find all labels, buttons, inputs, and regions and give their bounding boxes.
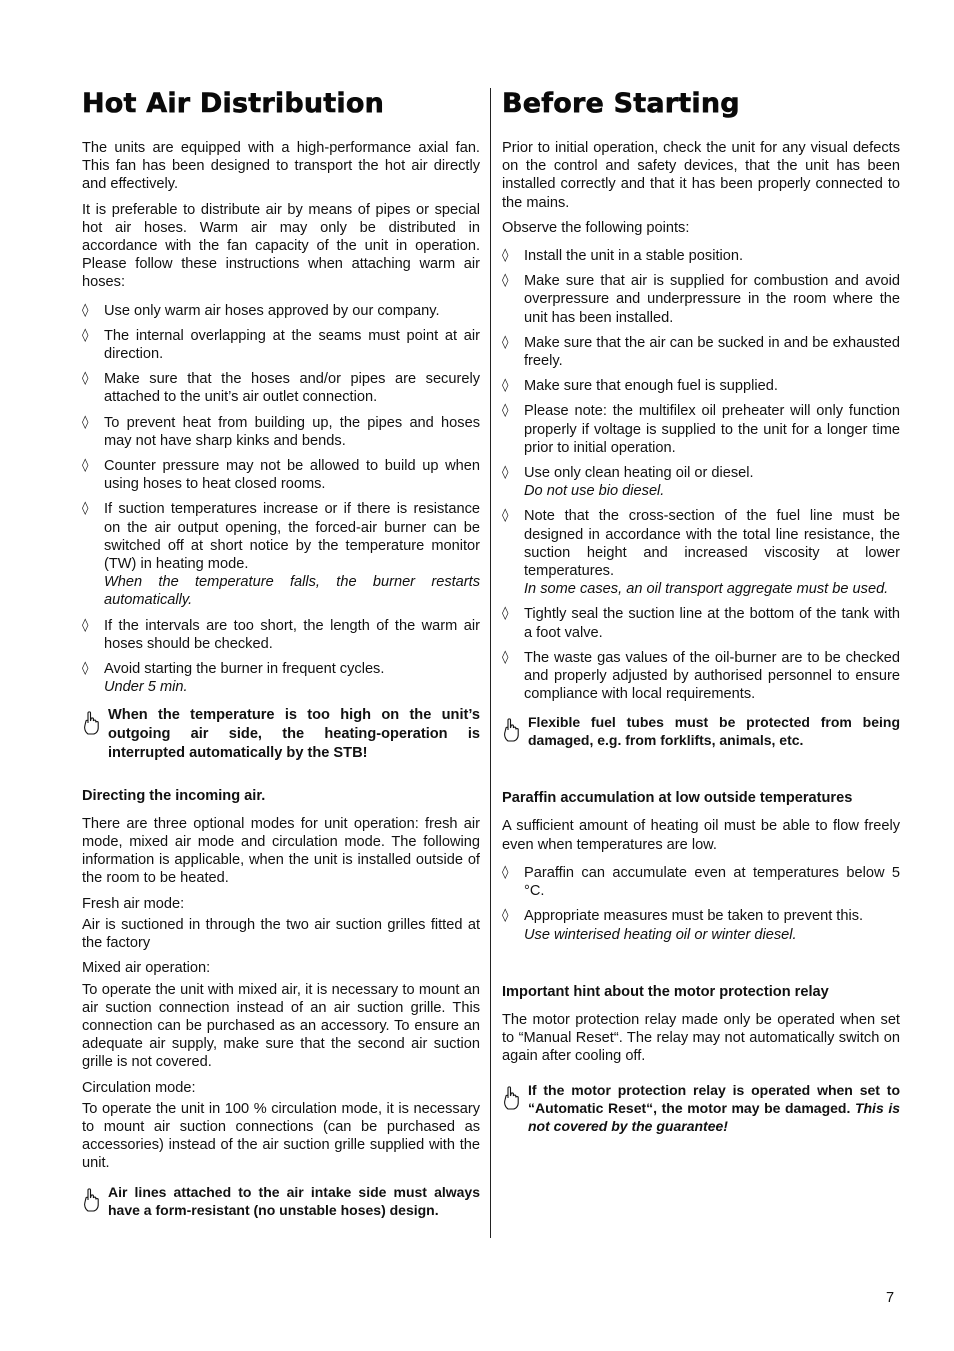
diamond-bullet-icon: ◊ <box>82 661 89 677</box>
list-item: ◊ Note that the cross-section of the fuel line must be designed in accordance with the total line resistance, the suction height and increased viscosity at lower temperatures. In some cases, an oil transport aggregate must be used. <box>502 508 900 598</box>
diamond-bullet-icon: ◊ <box>502 649 509 665</box>
list-item: ◊ Avoid starting the burner in frequent cycles. Under 5 min. <box>82 660 480 696</box>
warning-text: Air lines attached to the air intake side must always have a form-resistant (no unstable hoses) design. <box>108 1183 480 1218</box>
item-note: When the temperature falls, the burner restarts automatically. <box>104 574 480 609</box>
subheading-relay: Important hint about the motor protection relay <box>502 983 829 1000</box>
list-item: ◊ Tightly seal the suction line at the bottom of the tank with a foot valve. <box>502 606 900 641</box>
diamond-bullet-icon: ◊ <box>502 403 509 419</box>
pointing-hand-icon <box>82 710 104 736</box>
diamond-bullet-icon: ◊ <box>502 378 509 394</box>
list-item: ◊ Please note: the multifilex oil preheater will only function properly if voltage is supplied to the unit for a longer time prior to initial operation. <box>502 403 900 456</box>
mode-text: To operate the unit in 100 % circulation mode, it is necessary to mount air suction connections (can be purchased as accessories) instead of the air suction grille supplied with the unit. <box>82 1100 480 1172</box>
mode-label: Fresh air mode: <box>82 895 185 912</box>
diamond-bullet-icon: ◊ <box>502 508 509 524</box>
diamond-bullet-icon: ◊ <box>82 501 89 517</box>
list-item: ◊ Paraffin can accumulate even at temperatures below 5 °C. <box>502 864 900 900</box>
warning-note <box>502 713 900 749</box>
diamond-bullet-icon: ◊ <box>82 617 89 633</box>
list-item: ◊ Use only clean heating oil or diesel. Do not use bio diesel. <box>502 464 900 500</box>
diamond-bullet-icon: ◊ <box>82 458 89 474</box>
diamond-bullet-icon: ◊ <box>82 327 89 343</box>
diamond-bullet-icon: ◊ <box>502 465 509 481</box>
observe-text: Observe the following points: <box>502 219 690 236</box>
list-item: ◊ Appropriate measures must be taken to prevent this. Use winterised heating oil or winter diesel. <box>502 907 900 943</box>
intro-paragraph: Prior to initial operation, check the unit for any visual defects on the control and safety devices, that the unit has been installed correctly and that it has been properly connected to the mains. <box>502 140 900 211</box>
diamond-bullet-icon: ◊ <box>82 414 89 430</box>
list-item: ◊ Make sure that air is supplied for combustion and avoid overpressure and underpressure in the room where the unit has been installed. <box>502 273 900 326</box>
list-item: ◊ Counter pressure may not be allowed to build up when using hoses to heat closed rooms. <box>82 458 480 493</box>
relay-paragraph: The motor protection relay made only be operated when set to “Manual Reset“. The relay may not automatically switch on again after cooling off. <box>502 1011 900 1065</box>
list-item: ◊ Install the unit in a stable position. <box>502 248 744 265</box>
warning-note <box>82 1183 480 1219</box>
paraffin-paragraph: A sufficient amount of heating oil must be able to flow freely even when temperatures are low. <box>502 818 900 853</box>
diamond-bullet-icon: ◊ <box>502 248 509 264</box>
item-note: Use winterised heating oil or winter diesel. <box>524 926 797 943</box>
warning-note <box>502 1081 900 1135</box>
list-item: ◊ Make sure that enough fuel is supplied. <box>502 378 778 395</box>
diamond-bullet-icon: ◊ <box>502 606 509 622</box>
intro-paragraph: It is preferable to distribute air by means of pipes or special hot air hoses. Warm air may only be distributed in accordance with the fan capacity of the unit in operation. Please follow these instructions when attaching warm air hoses: <box>82 201 480 291</box>
list-item: ◊ The waste gas values of the oil-burner are to be checked and properly adjusted by authorised personnel to ensure compliance with local requirements. <box>502 649 900 703</box>
pointing-hand-icon <box>502 717 524 743</box>
column-divider <box>490 88 491 1238</box>
diamond-bullet-icon: ◊ <box>82 371 89 387</box>
list-item: ◊ Use only warm air hoses approved by our company. <box>82 302 440 319</box>
mode-label: Mixed air operation: <box>82 960 211 977</box>
diamond-bullet-icon: ◊ <box>82 302 89 318</box>
warning-guarantee-text: This is not covered by the guarantee! <box>528 1100 900 1135</box>
section-title-before-starting: Before Starting <box>502 88 740 119</box>
diamond-bullet-icon: ◊ <box>502 908 509 924</box>
list-item: ◊ If the intervals are too short, the length of the warm air hoses should be checked. <box>82 617 480 652</box>
bullet-list <box>502 864 900 944</box>
pointing-hand-icon <box>502 1085 524 1111</box>
list-item: ◊ Make sure that the air can be sucked in and be exhausted freely. <box>502 334 900 370</box>
list-item: ◊ To prevent heat from building up, the pipes and hoses may not have sharp kinks and bends. <box>82 414 480 449</box>
mode-text: Air is suctioned in through the two air suction grilles fitted at the factory <box>82 916 480 952</box>
bullet-list <box>502 247 900 703</box>
list-item: ◊ If suction temperatures increase or if there is resistance on the air output opening, the forced-air burner can be switched off at short notice by the temperature monitor (TW) in heating mode. When the temperature falls, the burner restarts automatically. <box>82 501 480 609</box>
warning-text: When the temperature is too high on the unit’s outgoing air side, the heating-operation is interrupted automatically by the STB! <box>108 707 480 762</box>
list-item: ◊ The internal overlapping at the seams must point at air direction. <box>82 327 480 363</box>
item-note: In some cases, an oil transport aggregate must be used. <box>524 581 889 598</box>
diamond-bullet-icon: ◊ <box>502 273 509 289</box>
warning-text: If the motor protection relay is operated when set to “Automatic Reset“, the motor may be damaged. This is not covered by the guarantee! <box>528 1082 900 1135</box>
pointing-hand-icon <box>82 1187 104 1213</box>
right-column <box>502 86 900 1135</box>
subheading-directing: Directing the incoming air. <box>82 787 266 804</box>
intro-paragraph: The units are equipped with a high-performance axial fan. This fan has been designed to transport the hot air directly and effectively. <box>82 140 480 193</box>
subheading-paraffin: Paraffin accumulation at low outside temperatures <box>502 790 853 807</box>
diamond-bullet-icon: ◊ <box>502 864 509 880</box>
mode-label: Circulation mode: <box>82 1079 196 1096</box>
warning-text: Flexible fuel tubes must be protected from being damaged, e.g. from forklifts, animals, etc. <box>528 714 900 749</box>
mode-text: To operate the unit with mixed air, it is necessary to mount an air suction connection instead of an air suction grille. This connection can be purchased as an accessory. To ensure an adequate air supply, make sure that the second air suction grille is not covered. <box>82 981 480 1071</box>
item-note: Do not use bio diesel. <box>524 483 665 500</box>
warning-note <box>82 706 480 762</box>
diamond-bullet-icon: ◊ <box>502 334 509 350</box>
item-note: Under 5 min. <box>104 679 188 696</box>
left-column <box>82 86 480 1219</box>
page-number: 7 <box>886 1290 895 1306</box>
list-item: ◊ Make sure that the hoses and/or pipes are securely attached to the unit’s air outlet connection. <box>82 371 480 406</box>
directing-paragraph: There are three optional modes for unit operation: fresh air mode, mixed air mode and circulation mode. The following information is applicable, when the unit is installed outside of the room to be heated. <box>82 815 480 887</box>
section-title-hot-air: Hot Air Distribution <box>82 88 385 119</box>
bullet-list <box>82 302 480 697</box>
